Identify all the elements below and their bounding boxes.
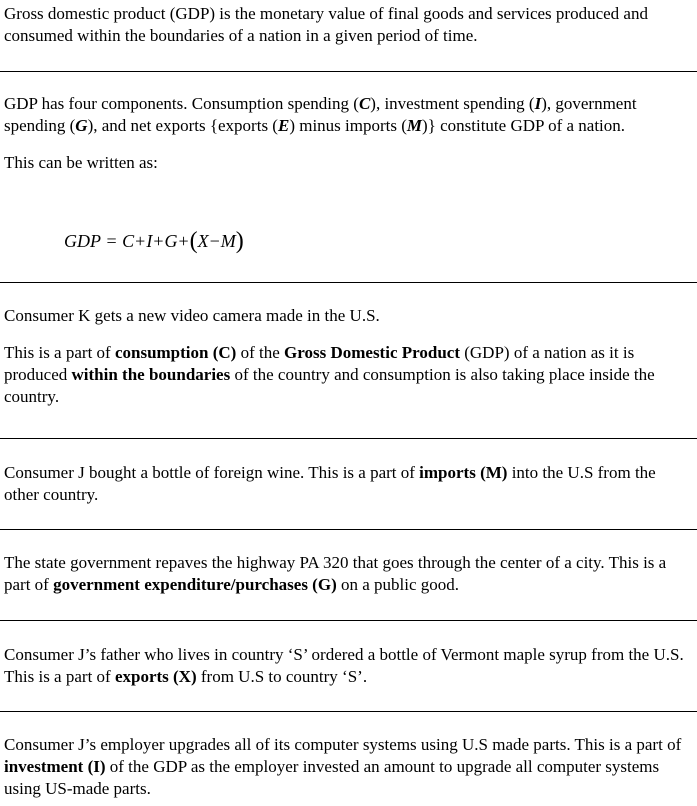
symbol-e: E bbox=[277, 116, 290, 135]
text-run: of the country and consumption is also taking place inside the country. bbox=[4, 365, 655, 406]
investment-term: investment (I) bbox=[4, 757, 106, 776]
text-run: GDP has four components. Consumption spending ( bbox=[4, 94, 359, 113]
section-divider bbox=[0, 529, 697, 530]
boundaries-term: within the boundaries bbox=[71, 365, 231, 384]
consumer-j-father-text bbox=[4, 644, 694, 688]
consumer-j-wine-section bbox=[4, 462, 694, 506]
section-divider bbox=[0, 711, 697, 712]
consumer-k-section bbox=[4, 305, 694, 408]
section-divider bbox=[0, 282, 697, 283]
formula-plus: + bbox=[135, 231, 146, 251]
imports-term: imports (M) bbox=[419, 463, 508, 482]
consumption-term: consumption (C) bbox=[114, 343, 237, 362]
state-government-text bbox=[4, 552, 694, 596]
gdp-term: Gross Domestic Product bbox=[284, 343, 460, 362]
formula-plus: + bbox=[178, 231, 189, 251]
exports-term: exports (X) bbox=[114, 667, 197, 686]
symbol-c: C bbox=[358, 94, 371, 113]
gdp-definition-section bbox=[4, 3, 694, 47]
consumer-j-employer-text bbox=[4, 734, 694, 800]
consumer-k-text: Consumer K gets a new video camera made in the U.S. bbox=[4, 306, 380, 325]
gdp-components-section bbox=[4, 93, 694, 174]
symbol-m: M bbox=[406, 116, 423, 135]
consumer-j-employer-section bbox=[4, 734, 694, 800]
section-divider bbox=[0, 620, 697, 621]
text-run: into the U.S from the other country. bbox=[4, 463, 656, 504]
text-run: ), and net exports {exports ( bbox=[87, 116, 278, 135]
written-as-text: This can be written as: bbox=[4, 153, 158, 172]
text-run: This is a part of bbox=[4, 343, 115, 362]
text-run: ) minus imports ( bbox=[289, 116, 407, 135]
text-run: Consumer J bought a bottle of foreign wine. This is a part of bbox=[4, 463, 420, 482]
formula-g: G bbox=[164, 231, 178, 251]
gdp-formula bbox=[64, 229, 244, 252]
formula-x: X bbox=[197, 231, 209, 251]
text-run: Consumer J’s father who lives in country ‘S’ ordered a bottle of Vermont maple syrup from the U.S. This is a part of bbox=[4, 645, 684, 686]
formula-minus: − bbox=[209, 231, 220, 251]
formula-m: M bbox=[220, 231, 236, 251]
text-run: of the bbox=[236, 343, 285, 362]
gdp-definition-text: Gross domestic product (GDP) is the monetary value of final goods and services produced and consumed within the boundaries of a nation in a given period of time. bbox=[4, 4, 648, 45]
section-divider bbox=[0, 71, 697, 72]
symbol-g: G bbox=[75, 116, 88, 135]
text-run: from U.S to country ‘S’. bbox=[196, 667, 368, 686]
gdp-components-text bbox=[4, 93, 694, 137]
formula-equals: = bbox=[106, 231, 117, 251]
symbol-i: I bbox=[534, 94, 542, 113]
text-run: ), government spending ( bbox=[4, 94, 637, 135]
formula-i: I bbox=[146, 231, 153, 251]
section-divider bbox=[0, 438, 697, 439]
text-run: ), investment spending ( bbox=[370, 94, 535, 113]
government-term: government expenditure/purchases (G) bbox=[53, 575, 337, 594]
formula-left-paren: ( bbox=[189, 228, 198, 254]
state-government-section bbox=[4, 552, 694, 596]
text-run: on a public good. bbox=[336, 575, 460, 594]
consumer-j-wine-text bbox=[4, 462, 694, 506]
formula-gdp: GDP bbox=[64, 231, 101, 251]
text-run: Consumer J’s employer upgrades all of its computer systems using U.S made parts. This is a part of bbox=[4, 735, 682, 754]
text-run: )} constitute GDP of a nation. bbox=[422, 116, 626, 135]
formula-plus: + bbox=[153, 231, 164, 251]
consumer-j-father-section bbox=[4, 644, 694, 688]
formula-c: C bbox=[122, 231, 135, 251]
text-run: (GDP) of a nation as it is produced bbox=[4, 343, 635, 384]
formula-right-paren: ) bbox=[235, 228, 244, 254]
text-run: The state government repaves the highway PA 320 that goes through the center of a city. This is a part of bbox=[4, 553, 667, 594]
text-run: of the GDP as the employer invested an amount to upgrade all computer systems using US-made parts. bbox=[4, 757, 660, 798]
consumer-k-explanation bbox=[4, 342, 694, 408]
